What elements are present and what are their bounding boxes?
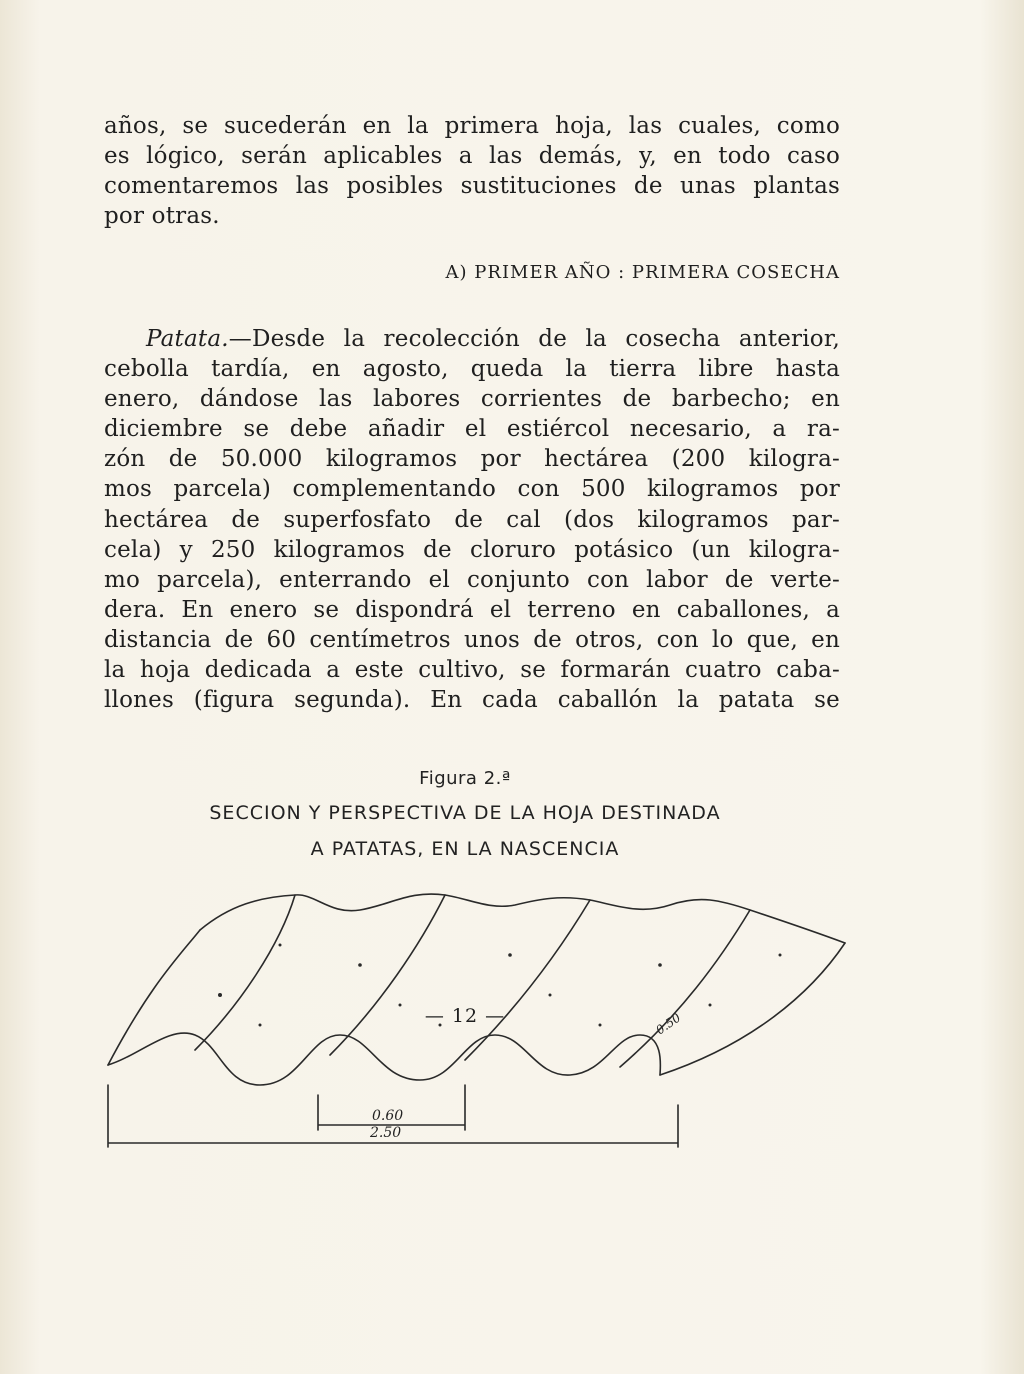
text-line: mos parcela) complementando con 500 kilogramos por (104, 476, 840, 503)
lead-word: Patata. (146, 326, 229, 352)
text-line: distancia de 60 centímetros unos de otros, con lo que, en (104, 626, 840, 653)
text-line: enero, dándose las labores corrientes de barbecho; en (104, 386, 840, 413)
text-line: dera. En enero se dispondrá el terreno en caballones, a (104, 596, 840, 623)
text-line: zón de 50.000 kilogramos por hectárea (200 kilogra- (104, 446, 840, 473)
lead-rest: —Desde la recolección de la cosecha anterior, (228, 326, 840, 352)
figure-title-line2: A PATATAS, EN LA NASCENCIA (310, 838, 620, 860)
text-line: comentaremos las posibles sustituciones de unas plantas (104, 173, 840, 200)
text-line: es lógico, serán aplicables a las demás, y, en todo caso (104, 143, 840, 170)
figure-title-line1: SECCION Y PERSPECTIVA DE LA HOJA DESTINADA (209, 802, 721, 824)
text-line: mo parcela), enterrando el conjunto con labor de verte- (104, 566, 840, 593)
dimension-label-large: 2.50 (370, 1125, 402, 1141)
paragraph-continuation (104, 111, 840, 231)
text-line: diciembre se debe añadir el estiércol necesario, a ra- (104, 416, 840, 443)
section-heading: A) PRIMER AÑO : PRIMERA COSECHA (445, 262, 840, 283)
text-line-first (104, 324, 840, 354)
dimension-label-small: 0.60 (372, 1108, 404, 1124)
text-line: años, se sucederán en la primera hoja, las cuales, como (104, 113, 840, 139)
text-line: por otras. (104, 203, 220, 230)
text-line: cela) y 250 kilogramos de cloruro potásico (un kilogra- (104, 536, 840, 563)
text-line: la hoja dedicada a este cultivo, se formarán cuatro caba- (104, 657, 840, 684)
figure-number: Figura 2.ª (419, 768, 511, 789)
dimension-label-side: 0.50 (653, 1010, 684, 1038)
text-line: hectárea de superfosfato de cal (dos kilogramos par- (104, 506, 840, 533)
paragraph-patata (104, 324, 840, 715)
text-line: cebolla tardía, en agosto, queda la tierra libre hasta (104, 356, 840, 383)
back-ridge-line (200, 894, 845, 943)
text-line: llones (figura segunda). En cada caballón la patata se (104, 687, 840, 714)
page-number: — 12 — (424, 1005, 506, 1027)
